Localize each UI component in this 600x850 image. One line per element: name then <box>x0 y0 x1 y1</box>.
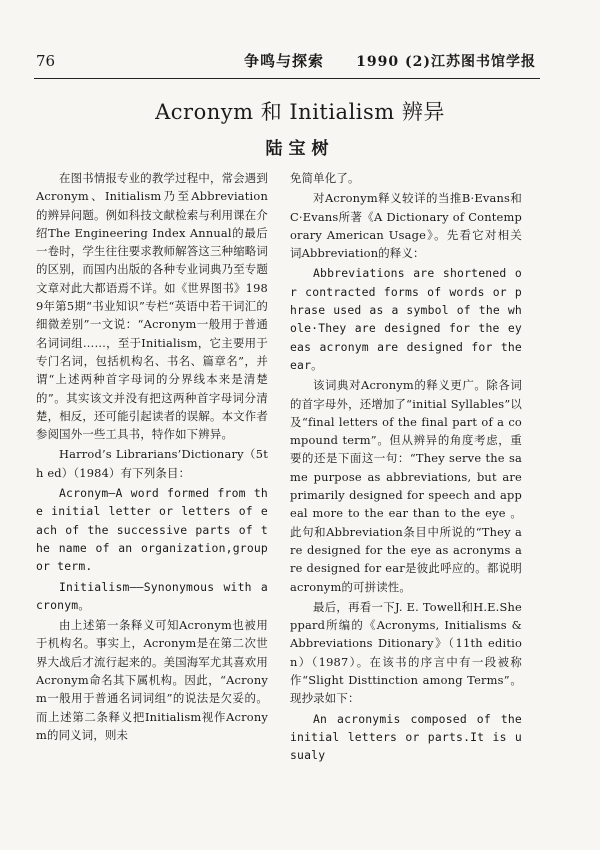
paragraph: Harrod’s Librarians’Dictionary（5th ed）（1984）有下列条目： <box>36 447 268 480</box>
article-author: 陆宝树 <box>265 139 335 159</box>
left-column <box>36 169 268 744</box>
paragraph: 由上述第一条释义可知Acronym也被用于机构名。事实上，Acronym是在第二次世界大战后才流行起来的。美国海军尤其喜欢用Acronym命名其下属机构。因此，“Acronym一般用于普通名词词组”的说法是欠妥的。而上述第二条释义把Initialism视作Acronym的同义词，则未 <box>36 618 268 742</box>
paragraph: 该词典对Acronym的释义更广。除各词的首字母外，还增加了“initial Syllables”以及“final letters of the final part of a compound term”。但从辨异的角度考虑，重要的还是下面这一句：“They serve the same purpose as abbreviations, but are primarily designed for speech and appeal more to the ear than to the eye 。此句和Abbreviation条目中所说的“They are designed for the eye as acronyms are designed for ear是彼此呼应的。都说明acronym的可拼读性。 <box>290 378 522 594</box>
paragraph: 免简单化了。 <box>290 171 360 185</box>
quoted-definition: Initialism——Synonymous with acronym。 <box>36 579 268 612</box>
journal-issue: 1990 (2)江苏图书馆学报 <box>356 54 536 70</box>
quoted-definition: An acronymis composed of the initial letters or parts.It is usualy <box>290 711 522 763</box>
right-column <box>290 169 522 765</box>
quoted-definition: Acronym—A word formed from the initial letter or letters of each of the successive parts of the name of an organization,group or term. <box>36 486 268 574</box>
section-name: 争鸣与探索 <box>244 52 325 70</box>
paragraph: 在图书情报专业的教学过程中，常会遇到Acronym、Initialism乃至Abbreviation的辨异问题。例如科技文献检索与利用课在介绍The Engineering Index Annual的最后一卷时，学生往往要求教师解答这三种缩略词的区别，而国内出版的各种专业词典乃至专题文章对此大都语焉不详。如《世界图书》1989年第5期“书业知识”专栏“英语中若干词汇的细微差别”一文说：“Acronym一般用于普通名词词组……，至于Initialism，它主要用于专门名词，包括机构名、书名、篇章名”，并谓“上述两种首字母词的分界线本来是清楚的”。其实该文并没有把这两种首字母词分清楚，相反，还可能引起读者的误解。本文作者参阅国外一些工具书，特作如下辨异。 <box>36 171 268 442</box>
article-title: Acronym 和 Initialism 辨异 <box>155 100 445 124</box>
quoted-definition: Abbreviations are shortened or contracted forms of words or phrase used as a symbol of the whole·They are designed for the eyeas acronym are designed for the ear。 <box>290 266 522 372</box>
running-header <box>34 48 540 79</box>
page-number: 76 <box>36 52 56 70</box>
paragraph: 对Acronym释义较详的当推B·Evans和C·Evans所著《A Dictionary of Contemporary American Usage》。先看它对相关词Abbreviation的释义： <box>290 191 522 261</box>
paragraph: 最后，再看一下J. E. Towell和H.E.Sheppard所编的《Acronyms, Initialisms & Abbreviations Ditionary》（11th edition）（1987）。在该书的序言中有一段被称作“Slight Disttinction among Terms”。现抄录如下： <box>290 599 522 706</box>
